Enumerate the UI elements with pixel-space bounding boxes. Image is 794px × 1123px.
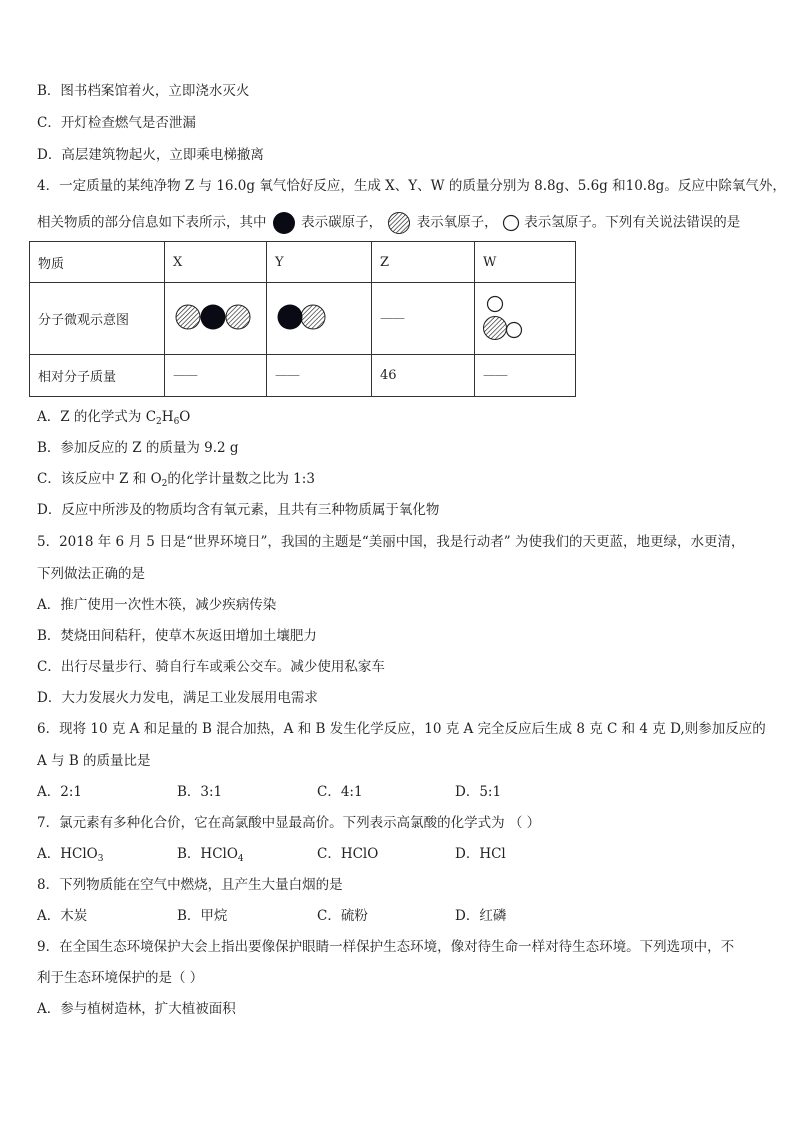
q4-option-c: C．该反应中 Z 和 $O_2$的化学计量数之比为 1:3 bbox=[37, 471, 315, 489]
q9-stem-line2: 利于生态环境保护的是（ ） bbox=[37, 970, 204, 986]
q8-option-a: A．木炭 bbox=[37, 908, 88, 924]
table-row bbox=[30, 283, 576, 355]
molecule-y-diagram bbox=[267, 283, 372, 355]
h2o-molecule-icon bbox=[483, 292, 533, 342]
q4-option-a: A．Z 的化学式为 $C_2H_6O$ bbox=[37, 409, 191, 427]
q5-option-d: D．大力发展火力发电，满足工业发展用电需求 bbox=[37, 690, 318, 706]
carbon-atom-icon bbox=[271, 211, 297, 235]
q6-stem-line1: 6．现将 10 克 A 和足量的 B 混合加热，A 和 B 发生化学反应，10 克 A 完全反应后生成 8 克 C 和 4 克 D,则参加反应的 bbox=[37, 721, 766, 737]
q6-option-a: A．2:1 bbox=[37, 784, 82, 800]
q4-stem-line2: 相关物质的部分信息如下表所示，其中 表示碳原子， 表示氧原子， 表示氢原子。下列有关说法错误的是 bbox=[37, 211, 740, 235]
header-w: W bbox=[475, 242, 576, 283]
q5-option-b: B．焚烧田间秸秆，使草木灰返田增加土壤肥力 bbox=[37, 628, 317, 644]
q8-option-b: B．甲烷 bbox=[177, 908, 228, 924]
mass-y: —— bbox=[267, 355, 372, 397]
mass-z: 46 bbox=[372, 355, 475, 397]
molecule-z-diagram: —— bbox=[372, 283, 475, 355]
q7-option-a: A．HClO$_3$ bbox=[37, 846, 104, 864]
q3-option-c: C．开灯检查燃气是否泄漏 bbox=[37, 115, 196, 131]
row-label-substance: 物质 bbox=[30, 242, 165, 283]
table-row bbox=[30, 355, 576, 397]
q7-options bbox=[37, 845, 506, 863]
q4-stem-line1: 4．一定质量的某纯净物 Z 与 16.0g 氧气恰好反应，生成 X、Y、W 的质量分别为 8.8g、5.6g 和10.8g。反应中除氧气外， bbox=[37, 178, 786, 194]
q5-stem-line1: 5．2018 年 6 月 5 日是“世界环境日”，我国的主题是“美丽中国，我是行动者” 为使我们的天更蓝，地更绿，水更清， bbox=[37, 534, 745, 550]
q6-option-d: D．5:1 bbox=[455, 784, 502, 800]
q7-stem: 7．氯元素有多种化合价，它在高氯酸中显最高价。下列表示高氯酸的化学式为 （ ） bbox=[37, 815, 541, 831]
co2-molecule-icon bbox=[173, 297, 253, 337]
mass-x: —— bbox=[165, 355, 267, 397]
q4-option-b: B．参加反应的 Z 的质量为 9.2 g bbox=[37, 440, 239, 456]
row-label-diagram: 分子微观示意图 bbox=[30, 283, 165, 355]
q3-option-b: B．图书档案馆着火，立即浇水灭火 bbox=[37, 83, 250, 99]
header-y: Y bbox=[267, 242, 372, 283]
q8-stem: 8．下列物质能在空气中燃烧，且产生大量白烟的是 bbox=[37, 877, 343, 893]
q5-option-a: A．推广使用一次性木筷，减少疾病传染 bbox=[37, 597, 277, 613]
header-x: X bbox=[165, 242, 267, 283]
molecule-info-table bbox=[29, 241, 576, 397]
q5-stem-line2: 下列做法正确的是 bbox=[37, 566, 145, 582]
row-label-mass: 相对分子质量 bbox=[30, 355, 165, 397]
q3-option-d: D．高层建筑物起火，立即乘电梯撤离 bbox=[37, 147, 264, 163]
molecule-w-diagram bbox=[475, 283, 576, 355]
q9-option-a: A．参与植树造林，扩大植被面积 bbox=[37, 1001, 236, 1017]
q6-stem-line2: A 与 B 的质量比是 bbox=[37, 753, 151, 769]
q8-options bbox=[37, 907, 506, 925]
oxygen-atom-icon bbox=[386, 211, 412, 235]
q6-options bbox=[37, 783, 501, 801]
co-molecule-icon bbox=[275, 297, 335, 337]
q7-option-b: B．HClO$_4$ bbox=[177, 846, 244, 864]
q9-stem-line1: 9．在全国生态环境保护大会上指出要像保护眼睛一样保护生态环境，像对待生命一样对待生态环境。下列选项中，不 bbox=[37, 939, 735, 955]
table-row bbox=[30, 242, 576, 283]
q6-option-b: B．3:1 bbox=[177, 784, 223, 800]
q7-option-c: C．HClO bbox=[317, 846, 379, 862]
molecule-x-diagram bbox=[165, 283, 267, 355]
mass-w: —— bbox=[475, 355, 576, 397]
q5-option-c: C．出行尽量步行、骑自行车或乘公交车。减少使用私家车 bbox=[37, 659, 385, 675]
header-z: Z bbox=[372, 242, 475, 283]
hydrogen-atom-icon bbox=[502, 214, 520, 232]
q8-option-c: C．硫粉 bbox=[317, 908, 368, 924]
q6-option-c: C．4:1 bbox=[317, 784, 363, 800]
q4-option-d: D．反应中所涉及的物质均含有氧元素，且共有三种物质属于氧化物 bbox=[37, 502, 440, 518]
q8-option-d: D．红磷 bbox=[455, 908, 507, 924]
q7-option-d: D．HCl bbox=[455, 846, 506, 862]
